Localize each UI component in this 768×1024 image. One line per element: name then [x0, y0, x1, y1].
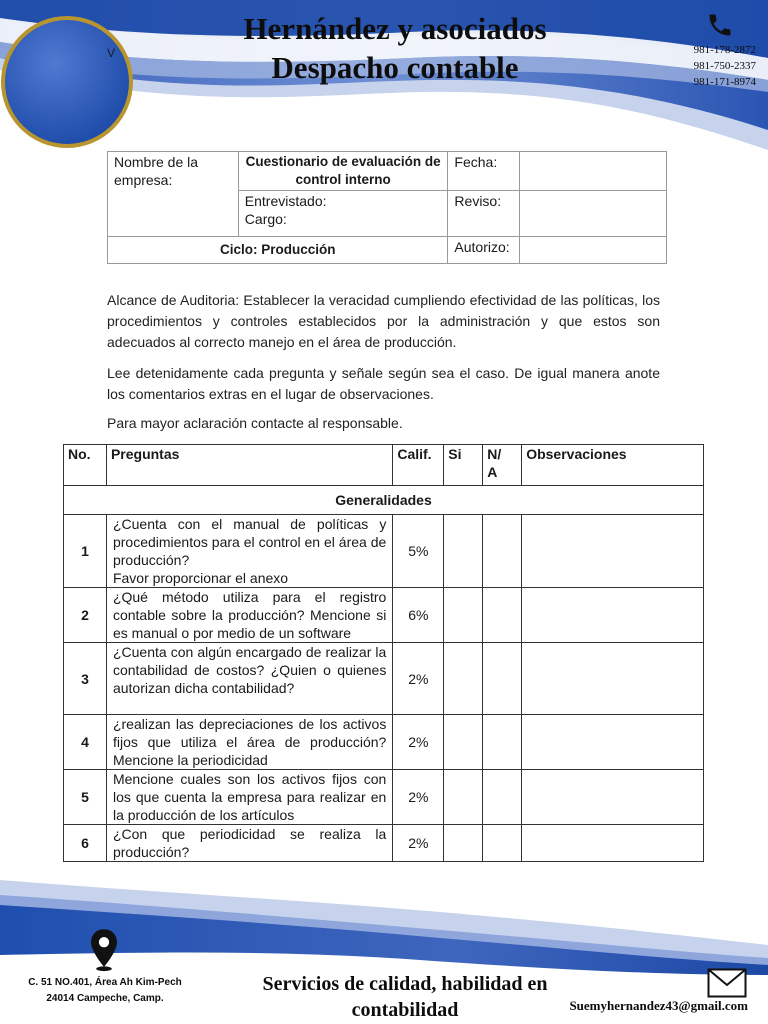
score-cell: 2%	[393, 770, 444, 825]
score-cell: 5%	[393, 515, 444, 588]
address	[10, 975, 200, 1007]
na-cell[interactable]	[483, 643, 522, 715]
col-header-score: Calif.	[393, 445, 444, 486]
reviewed-field[interactable]	[520, 191, 667, 237]
row-number: 3	[64, 643, 107, 715]
date-field[interactable]	[520, 152, 667, 191]
location-pin-icon	[88, 928, 120, 972]
yes-cell[interactable]	[444, 825, 483, 862]
col-header-na	[483, 445, 522, 486]
yes-cell[interactable]	[444, 515, 483, 588]
col-header-na-text: N/ A	[487, 446, 502, 480]
score-cell: 2%	[393, 643, 444, 715]
question-text: Mencione cuales son los activos fijos con los que cuenta la empresa para realizar en la producción de los artículos	[106, 770, 392, 825]
footer-slogan: Servicios de calidad, habilidad en contabilidad	[262, 973, 548, 1021]
phone-number-3: 981-171-8974	[693, 76, 756, 88]
audit-scope-paragraph: Alcance de Auditoria: Establecer la veracidad cumpliendo efectividad de las políticas, los procedimientos y controles establecidos por la administración y que estos son adecuados al correcto manejo en el área de producción.	[107, 292, 660, 350]
email-address[interactable]: Suemyhernandez43@gmail.com	[569, 998, 748, 1013]
table-row	[64, 588, 704, 643]
score-cell: 2%	[393, 715, 444, 770]
observations-cell[interactable]	[522, 825, 704, 862]
score-cell: 6%	[393, 588, 444, 643]
position-label: Cargo:	[244, 211, 287, 227]
col-header-yes: Si	[444, 445, 483, 486]
form-header-table	[107, 151, 667, 264]
question-text: ¿Qué método utiliza para el registro contable sobre la producción? Mencione si es manual o por medio de un software	[106, 588, 392, 643]
col-header-no: No.	[64, 445, 107, 486]
col-header-observations: Observaciones	[522, 445, 704, 486]
question-text: ¿Con que periodicidad se realiza la producción?	[106, 825, 392, 862]
row-number: 1	[64, 515, 107, 588]
question-note: Favor proporcionar el anexo	[112, 570, 289, 586]
col-header-questions: Preguntas	[106, 445, 392, 486]
cycle-label: Ciclo: Producción	[108, 237, 448, 264]
question-text: ¿Cuenta con algún encargado de realizar la contabilidad de costos? ¿Quien o quienes autorizan dicha contabilidad?	[106, 643, 392, 715]
address-line-1: C. 51 NO.401, Área Ah Kim-Pech	[28, 977, 182, 988]
table-row	[64, 825, 704, 862]
section-row	[64, 486, 704, 515]
yes-cell[interactable]	[444, 715, 483, 770]
observations-cell[interactable]	[522, 588, 704, 643]
question-text: ¿Cuenta con el manual de políticas y procedimientos para el control en el área de producción?	[112, 516, 387, 568]
authorized-field[interactable]	[520, 237, 667, 264]
row-number: 6	[64, 825, 107, 862]
authorized-label: Autorizo:	[448, 237, 520, 264]
company-name: Hernández y asociados	[243, 11, 547, 46]
observations-cell[interactable]	[522, 643, 704, 715]
interviewed-cell	[238, 191, 448, 237]
instructions-paragraph: Lee detenidamente cada pregunta y señale según sea el caso. De igual manera anote los comentarios extras en el lugar de observaciones.	[107, 365, 660, 402]
company-subtitle: Despacho contable	[271, 50, 519, 85]
score-cell: 2%	[393, 825, 444, 862]
row-number: 4	[64, 715, 107, 770]
table-row	[64, 715, 704, 770]
table-row	[64, 643, 704, 715]
observations-cell[interactable]	[522, 715, 704, 770]
questionnaire-table	[63, 444, 704, 862]
table-row	[64, 515, 704, 588]
phone-number-1: 981-178-2872	[693, 44, 756, 56]
reviewed-label: Reviso:	[448, 191, 520, 237]
phone-number-2: 981-750-2337	[693, 60, 756, 72]
section-title: Generalidades	[64, 486, 704, 515]
row-number: 5	[64, 770, 107, 825]
na-cell[interactable]	[483, 825, 522, 862]
yes-cell[interactable]	[444, 643, 483, 715]
yes-cell[interactable]	[444, 770, 483, 825]
na-cell[interactable]	[483, 515, 522, 588]
na-cell[interactable]	[483, 770, 522, 825]
na-cell[interactable]	[483, 588, 522, 643]
table-row	[64, 770, 704, 825]
phone-numbers	[694, 42, 756, 90]
row-number: 2	[64, 588, 107, 643]
questionnaire-title: Cuestionario de evaluación de control interno	[238, 152, 448, 191]
na-cell[interactable]	[483, 715, 522, 770]
observations-cell[interactable]	[522, 770, 704, 825]
table-header-row	[64, 445, 704, 486]
logo-text: V	[107, 46, 116, 60]
observations-cell[interactable]	[522, 515, 704, 588]
company-label: Nombre de la empresa:	[108, 152, 239, 237]
address-line-2: 24014 Campeche, Camp.	[46, 993, 164, 1004]
interviewed-label: Entrevistado:	[244, 193, 327, 209]
date-label: Fecha:	[448, 152, 520, 191]
question-cell	[106, 515, 392, 588]
yes-cell[interactable]	[444, 588, 483, 643]
question-text: ¿realizan las depreciaciones de los activos fijos que utiliza el área de producción? Mencione la periodicidad	[106, 715, 392, 770]
phone-icon	[706, 10, 734, 40]
contact-paragraph: Para mayor aclaración contacte al responsable.	[107, 415, 403, 431]
mail-icon	[707, 968, 747, 998]
